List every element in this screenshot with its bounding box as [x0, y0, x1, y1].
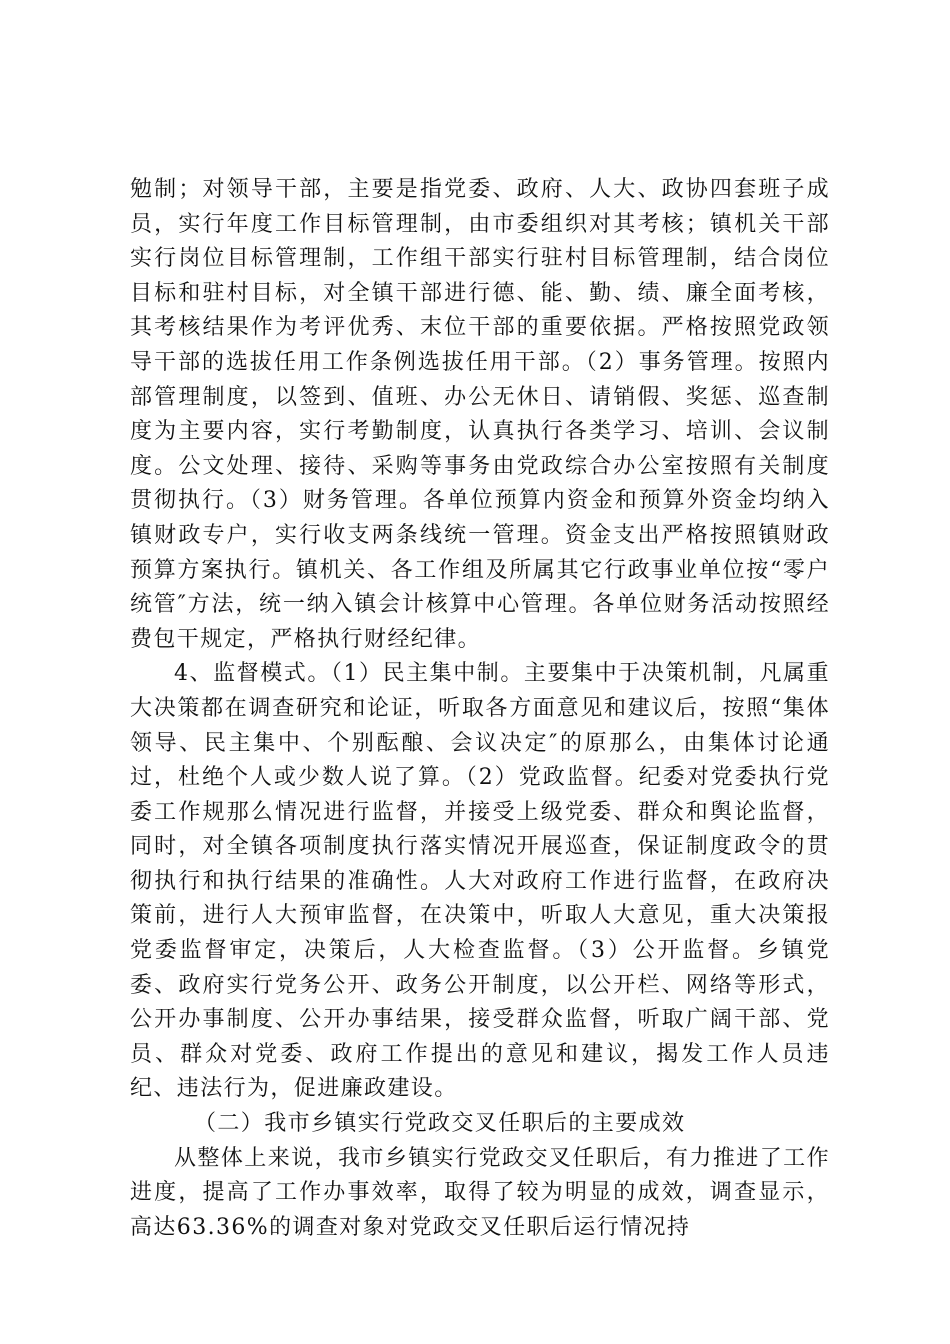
section-heading: （二）我市乡镇实行党政交叉任职后的主要成效: [194, 1111, 686, 1137]
body-paragraph-supervision: 4、监督模式。（1）民主集中制。主要集中于决策机制，凡属重大决策都在调查研究和论证，听取各方面意见和建议后，按照“集体领导、民主集中、个别酝酿、会议决定″的原那么，由集体讨论通过，杜绝个人或少数人说了算。（2）党政监督。纪委对党委执行党委工作规那么情况进行监督，并接受上级党委、群众和舆论监督，同时，对全镇各项制度执行落实情况开展巡查，保证制度政令的贯彻执行和执行结果的准确性。人大对政府工作进行监督，在政府决策前，进行人大预审监督，在决策中，听取人大意见，重大决策报党委监督审定，决策后，人大检查监督。（3）公开监督。乡镇党委、政府实行党务公开、政务公开制度，以公开栏、网络等形式，公开办事制度、公开办事结果，接受群众监督，听取广阔干部、党员、群众对党委、政府工作提出的意见和建议，揭发工作人员违纪、违法行为，促进廉政建设。: [130, 661, 830, 1102]
document-page: [130, 173, 830, 1245]
body-paragraph-management: 勉制；对领导干部，主要是指党委、政府、人大、政协四套班子成员，实行年度工作目标管理制，由市委组织对其考核；镇机关干部实行岗位目标管理制，工作组干部实行驻村目标管理制，结合岗位目标和驻村目标，对全镇干部进行德、能、勤、绩、廉全面考核，其考核结果作为考评优秀、末位干部的重要依据。严格按照党政领导干部的选拔任用工作条例选拔任用干部。（2）事务管理。按照内部管理制度，以签到、值班、办公无休日、请销假、奖惩、巡查制度为主要内容，实行考勤制度，认真执行各类学习、培训、会议制度。公文处理、接待、采购等事务由党政综合办公室按照有关制度贯彻执行。（3）财务管理。各单位预算内资金和预算外资金均纳入镇财政专户，实行收支两条线统一管理。资金支出严格按照镇财政预算方案执行。镇机关、各工作组及所属其它行政事业单位按“零户统管″方法，统一纳入镇会计核算中心管理。各单位财务活动按照经费包干规定，严格执行财经纪律。: [130, 177, 830, 652]
body-paragraph-results: 从整体上来说，我市乡镇实行党政交叉任职后，有力推进了工作进度，提高了工作办事效率，取得了较为明显的成效，调查显示，高达63.36%的调查对象对党政交叉任职后运行情况持: [130, 1145, 830, 1240]
